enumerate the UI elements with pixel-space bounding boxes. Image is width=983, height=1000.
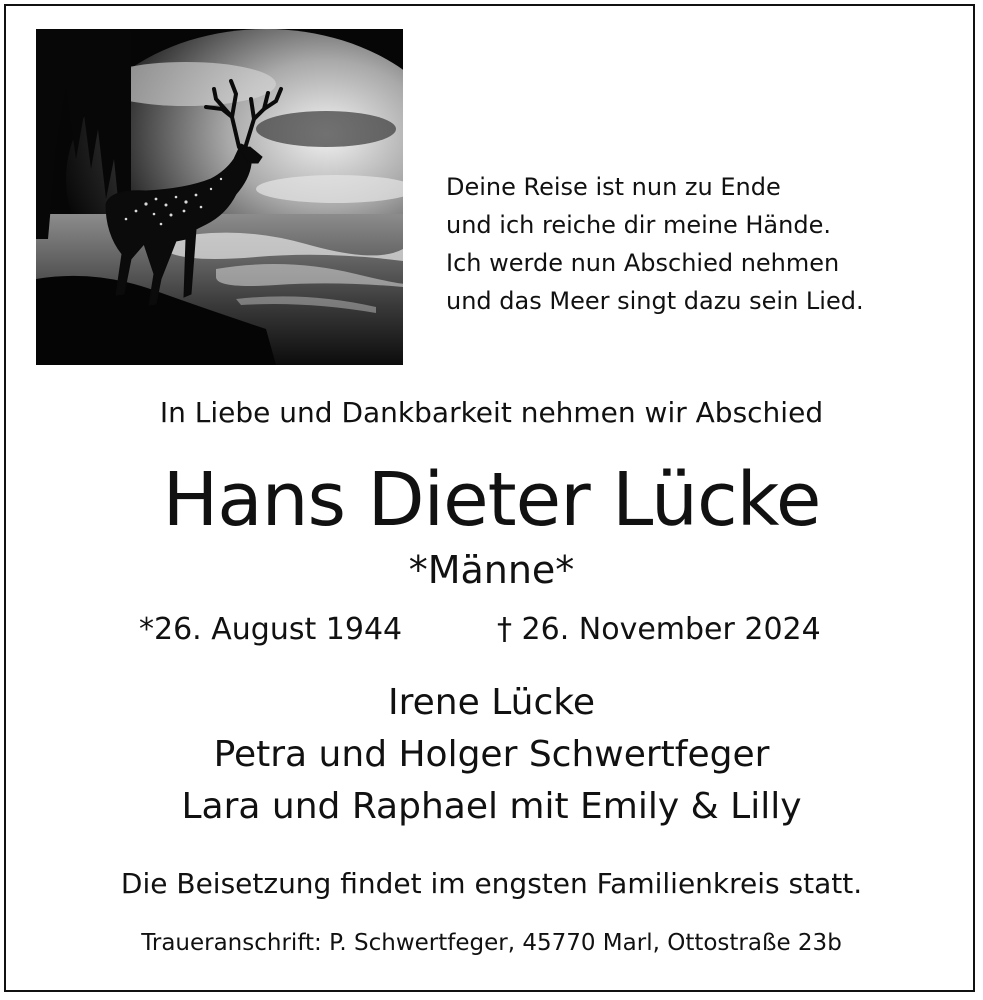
mourner: Lara und Raphael mit Emily & Lilly — [181, 786, 802, 827]
mourner: Irene Lücke — [388, 682, 595, 723]
burial-note: Die Beisetzung findet im engsten Familienkreis statt. — [120, 867, 863, 900]
mourner: Petra und Holger Schwertfeger — [213, 734, 770, 775]
birth-date: *26. August 1944 — [139, 612, 403, 647]
poem-line: und das Meer singt dazu sein Lied. — [446, 287, 864, 315]
mourning-address: Traueranschrift: P. Schwertfeger, 45770 Marl, Ottostraße 23b — [141, 930, 842, 956]
deceased-name: Hans Dieter Lücke — [162, 457, 821, 543]
poem-line: und ich reiche dir meine Hände. — [446, 211, 831, 239]
poem-line: Ich werde nun Abschied nehmen — [446, 249, 840, 277]
mourners-list — [0, 677, 983, 833]
deceased-nickname: *Männe* — [408, 548, 575, 592]
intro-text: In Liebe und Dankbarkeit nehmen wir Abschied — [159, 396, 824, 429]
death-date: † 26. November 2024 — [497, 612, 821, 647]
stag-photo — [36, 29, 403, 365]
stag-illustration — [36, 29, 403, 365]
poem-line: Deine Reise ist nun zu Ende — [446, 173, 781, 201]
poem — [446, 168, 966, 320]
